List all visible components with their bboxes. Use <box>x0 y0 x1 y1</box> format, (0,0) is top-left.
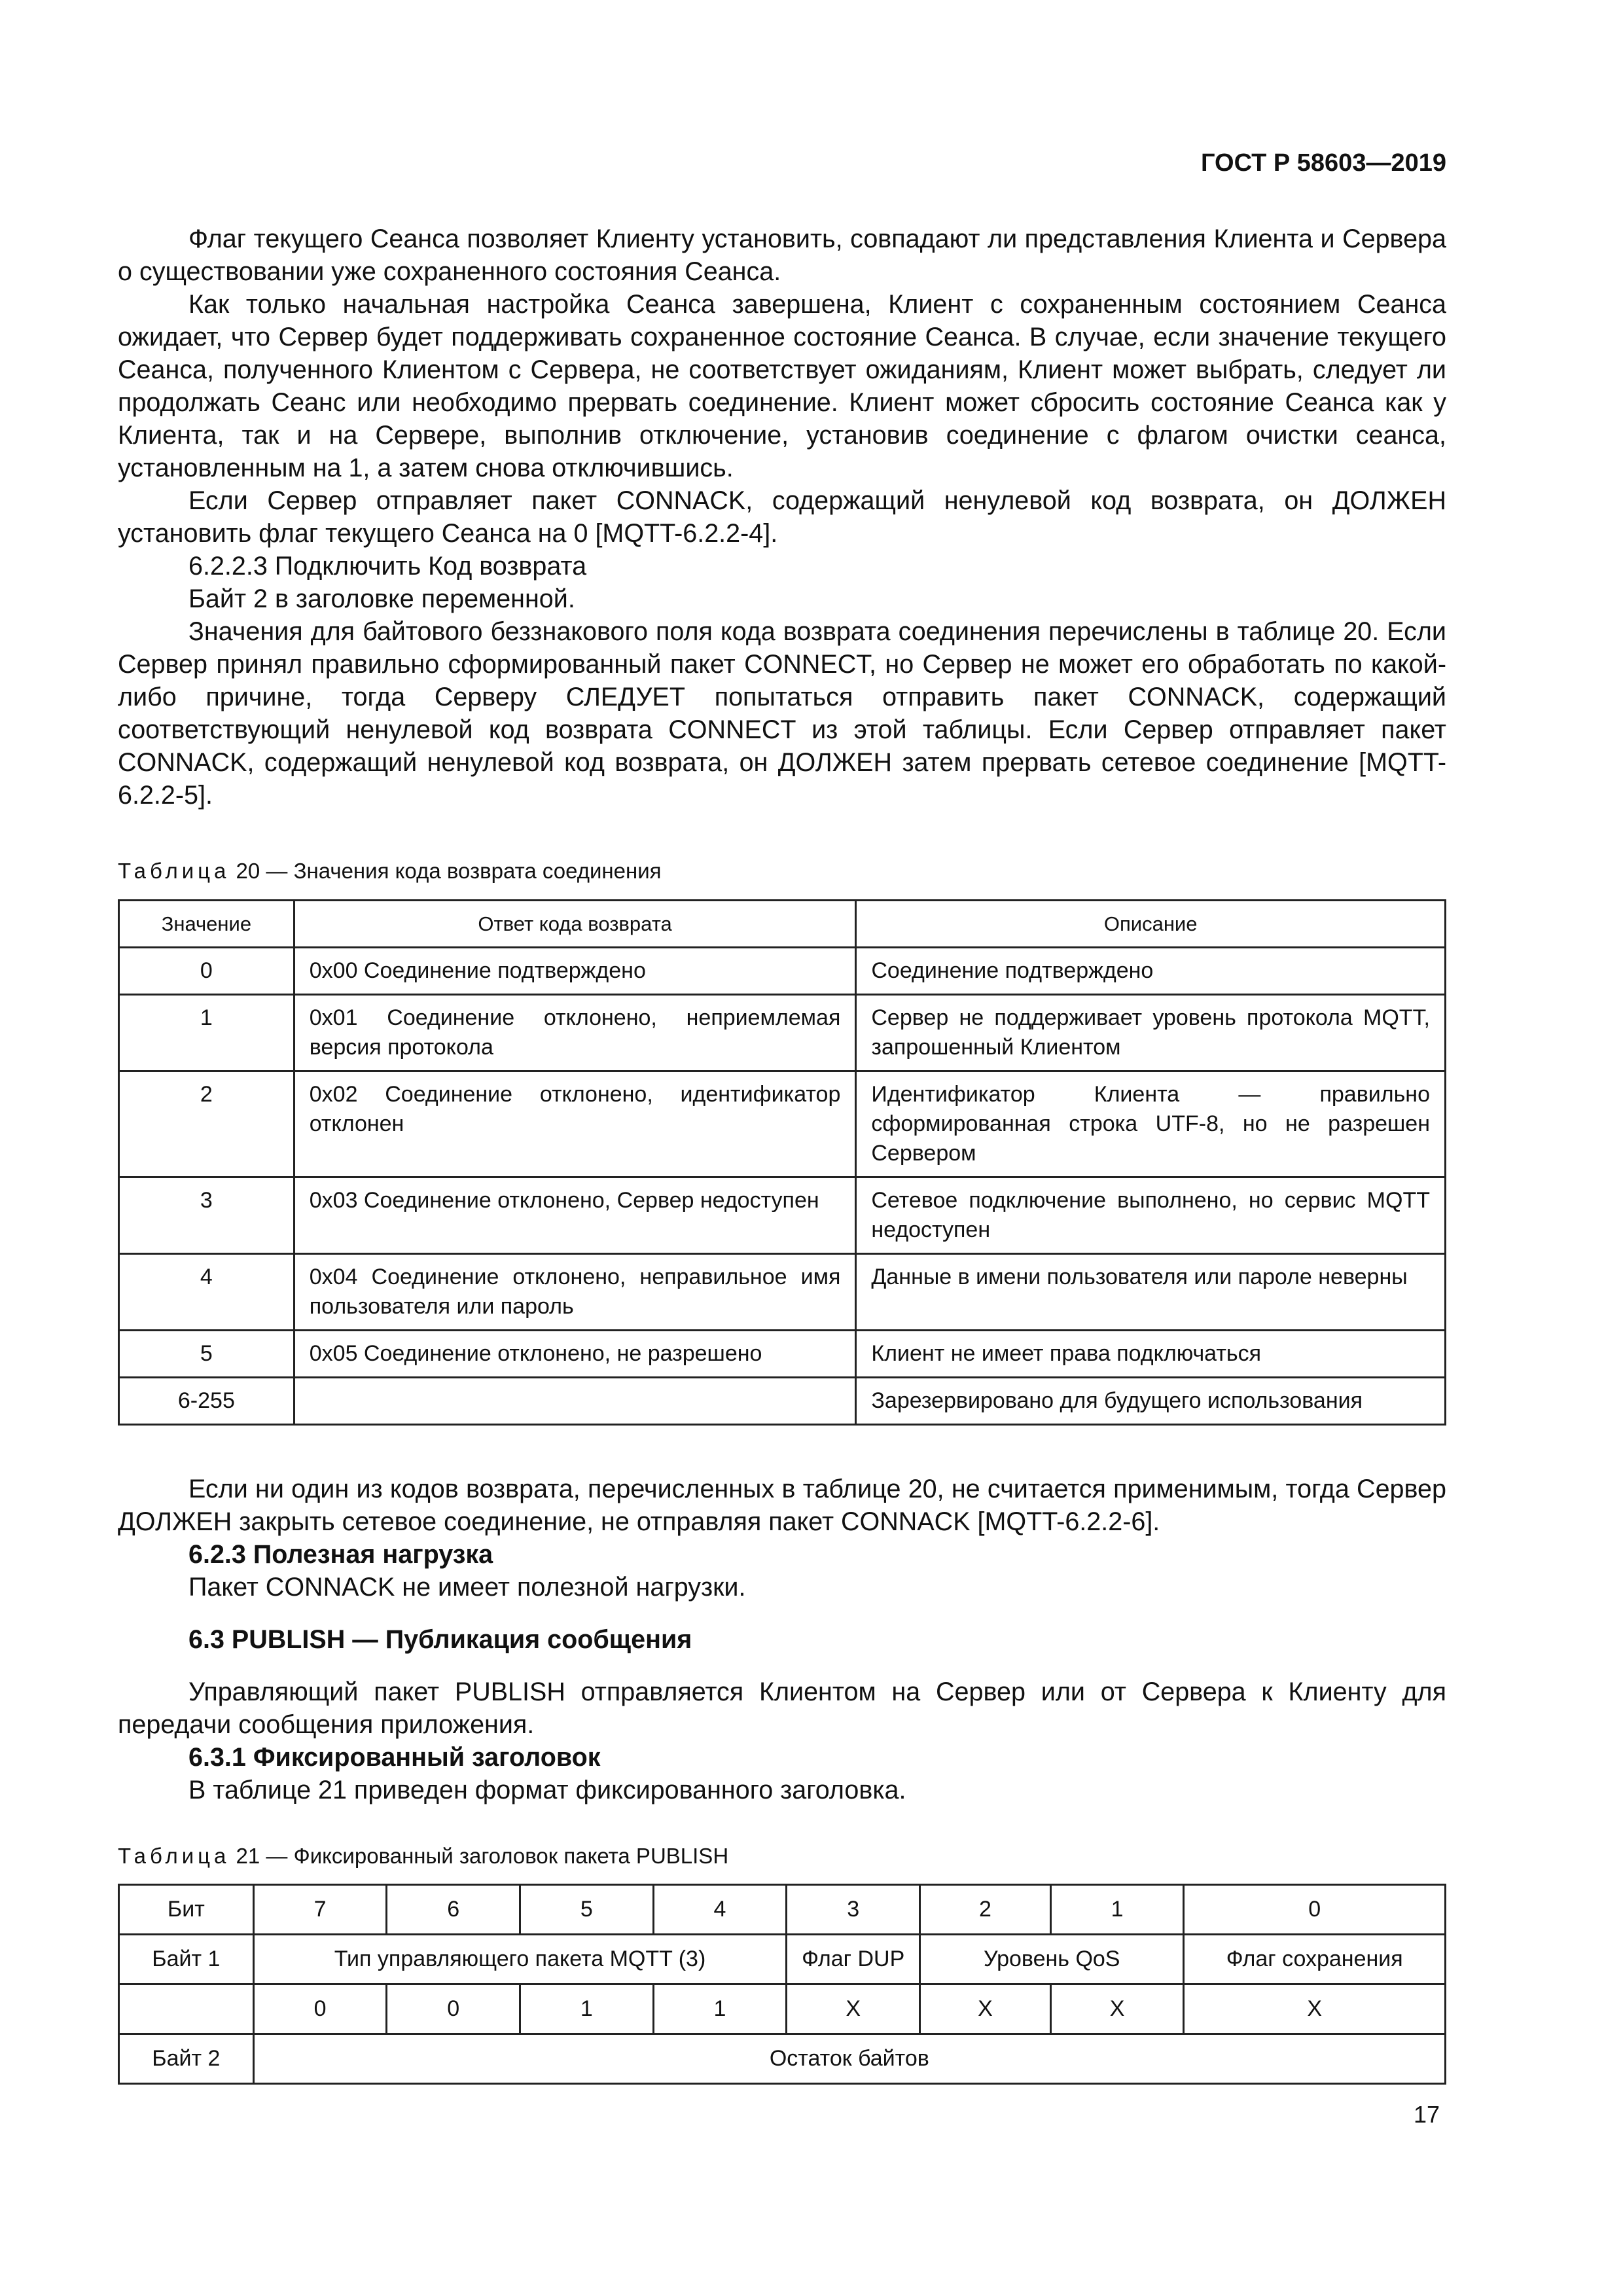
bit-7: 7 <box>253 1885 387 1935</box>
header-description: Описание <box>856 901 1446 948</box>
paragraph-no-applicable-code: Если ни один из кодов возврата, перечисленных в таблице 20, не считается применимым, тогда Сервер ДОЛЖЕН закрыть сетевое соединение, не отправляя пакет CONNACK [MQTT-6.2.2-6]. <box>118 1475 1446 1536</box>
paragraph-return-code-values: Значения для байтового беззнакового поля кода возврата соединения перечислены в таблице 20. Если Сервер принял правильно сформированный пакет CONNECT, но Сервер не может его обработать по какой-либо причине, тогда Серверу СЛЕДУЕТ попытаться отправить пакет CONNACK, содержащий соответствующий ненулевой код возврата CONNECT из этой таблицы. Если Сервер отправляет пакет CONNACK, содержащий ненулевой код возврата, он ДОЛЖЕН затем прервать сетевое соединение [MQTT-6.2.2-5]. <box>118 617 1446 810</box>
table-row <box>119 1071 1446 1177</box>
body-text-middle <box>118 1473 1446 1806</box>
bit-value: 1 <box>520 1984 654 2034</box>
cell-response: 0x02 Соединение отклонено, идентификатор отклонен <box>294 1071 856 1177</box>
cell-description: Клиент не имеет права подключаться <box>856 1331 1446 1378</box>
table20-caption-title: 20 — Значения кода возврата соединения <box>230 859 662 883</box>
bit-value: X <box>787 1984 920 2034</box>
cell-response: 0x04 Соединение отклонено, неправильное имя пользователя или пароль <box>294 1254 856 1331</box>
cell-value: 1 <box>119 995 294 1071</box>
table-row <box>119 995 1446 1071</box>
header-value: Значение <box>119 901 294 948</box>
heading-fixed-header: 6.3.1 Фиксированный заголовок <box>188 1743 601 1772</box>
table-row <box>119 1177 1446 1254</box>
table21-caption <box>118 1844 728 1869</box>
bit-5: 5 <box>520 1885 654 1935</box>
cell-response: 0x01 Соединение отклонено, неприемлемая версия протокола <box>294 995 856 1071</box>
cell-description: Сервер не поддерживает уровень протокола MQTT, запрошенный Клиентом <box>856 995 1446 1071</box>
bit-6: 6 <box>387 1885 520 1935</box>
qos-level-field: Уровень QoS <box>920 1935 1184 1984</box>
cell-description: Данные в имени пользователя или пароле неверны <box>856 1254 1446 1331</box>
cell-description: Идентификатор Клиента — правильно сформированная строка UTF-8, но не разрешен Сервером <box>856 1071 1446 1177</box>
bit-value: 0 <box>387 1984 520 2034</box>
bit-4: 4 <box>653 1885 787 1935</box>
empty-cell <box>119 1984 254 2034</box>
bit-values-row <box>119 1984 1446 2034</box>
paragraph-session-flag: Флаг текущего Сеанса позволяет Клиенту установить, совпадают ли представления Клиента и Сервера о существовании уже сохраненного состояния Сеанса. <box>118 224 1446 286</box>
bit-2: 2 <box>920 1885 1051 1935</box>
cell-description: Зарезервировано для будущего использования <box>856 1378 1446 1425</box>
cell-value: 5 <box>119 1331 294 1378</box>
cell-value: 0 <box>119 948 294 995</box>
table-return-codes <box>118 899 1446 1426</box>
heading-publish: 6.3 PUBLISH — Публикация сообщения <box>188 1625 692 1654</box>
bit-3: 3 <box>787 1885 920 1935</box>
bit-value: 0 <box>253 1984 387 2034</box>
dup-flag-field: Флаг DUP <box>787 1935 920 1984</box>
byte1-row <box>119 1935 1446 1984</box>
paragraph-connack-nonzero: Если Сервер отправляет пакет CONNACK, содержащий ненулевой код возврата, он ДОЛЖЕН установить флаг текущего Сеанса на 0 [MQTT-6.2.2-4]. <box>118 486 1446 548</box>
header-response: Ответ кода возврата <box>294 901 856 948</box>
paragraph-byte-2: Байт 2 в заголовке переменной. <box>188 584 575 613</box>
bit-value: 1 <box>653 1984 787 2034</box>
paragraph-publish-intro: Управляющий пакет PUBLISH отправляется Клиентом на Сервер или от Сервера к Клиенту для передачи сообщения приложения. <box>118 1677 1446 1739</box>
cell-response: 0x03 Соединение отклонено, Сервер недоступен <box>294 1177 856 1254</box>
paragraph-session-setup: Как только начальная настройка Сеанса завершена, Клиент с сохраненным состоянием Сеанса ожидает, что Сервер будет поддерживать сохраненное состояние Сеанса. В случае, если значение текущего Сеанса, полученного Клиентом с Сервера, не соответствует ожиданиям, Клиент может выбрать, следует ли продолжать Сеанс или необходимо прервать соединение. Клиент может сбросить состояние Сеанса как у Клиента, так и на Сервере, выполнив отключение, установив соединение с флагом очистки сеанса, установленным на 1, а затем снова отключившись. <box>118 290 1446 482</box>
table20-caption-word: Таблица <box>118 859 230 883</box>
bit-value: X <box>1050 1984 1184 2034</box>
bit-1: 1 <box>1050 1885 1184 1935</box>
bit-value: X <box>920 1984 1051 2034</box>
bit-row <box>119 1885 1446 1935</box>
document-code: ГОСТ Р 58603—2019 <box>1201 149 1446 177</box>
packet-type-field: Тип управляющего пакета MQTT (3) <box>253 1935 787 1984</box>
cell-value: 4 <box>119 1254 294 1331</box>
table-row <box>119 948 1446 995</box>
table21-caption-word: Таблица <box>118 1844 230 1868</box>
byte1-label: Байт 1 <box>119 1935 254 1984</box>
table-row <box>119 1331 1446 1378</box>
retain-flag-field: Флаг сохранения <box>1184 1935 1446 1984</box>
heading-payload: 6.2.3 Полезная нагрузка <box>188 1540 493 1569</box>
bit-0: 0 <box>1184 1885 1446 1935</box>
cell-description: Сетевое подключение выполнено, но сервис MQTT недоступен <box>856 1177 1446 1254</box>
table20-caption <box>118 859 662 884</box>
byte2-row <box>119 2034 1446 2084</box>
cell-value: 6-255 <box>119 1378 294 1425</box>
table-header-row <box>119 901 1446 948</box>
bit-label: Бит <box>119 1885 254 1935</box>
table-publish-fixed-header <box>118 1884 1446 2085</box>
paragraph-table21-ref: В таблице 21 приведен формат фиксированного заголовка. <box>188 1776 906 1804</box>
bit-value: X <box>1184 1984 1446 2034</box>
page-number: 17 <box>1414 2101 1440 2128</box>
body-text-top <box>118 223 1446 812</box>
cell-value: 2 <box>119 1071 294 1177</box>
byte2-label: Байт 2 <box>119 2034 254 2084</box>
paragraph-no-payload: Пакет CONNACK не имеет полезной нагрузки. <box>188 1573 746 1602</box>
cell-value: 3 <box>119 1177 294 1254</box>
table-row <box>119 1254 1446 1331</box>
table-row <box>119 1378 1446 1425</box>
table21-caption-title: 21 — Фиксированный заголовок пакета PUBLISH <box>230 1844 729 1868</box>
cell-description: Соединение подтверждено <box>856 948 1446 995</box>
remaining-length-field: Остаток байтов <box>253 2034 1445 2084</box>
cell-response: 0x00 Соединение подтверждено <box>294 948 856 995</box>
cell-response <box>294 1378 856 1425</box>
cell-response: 0x05 Соединение отклонено, не разрешено <box>294 1331 856 1378</box>
subsection-return-code: 6.2.2.3 Подключить Код возврата <box>188 552 587 581</box>
